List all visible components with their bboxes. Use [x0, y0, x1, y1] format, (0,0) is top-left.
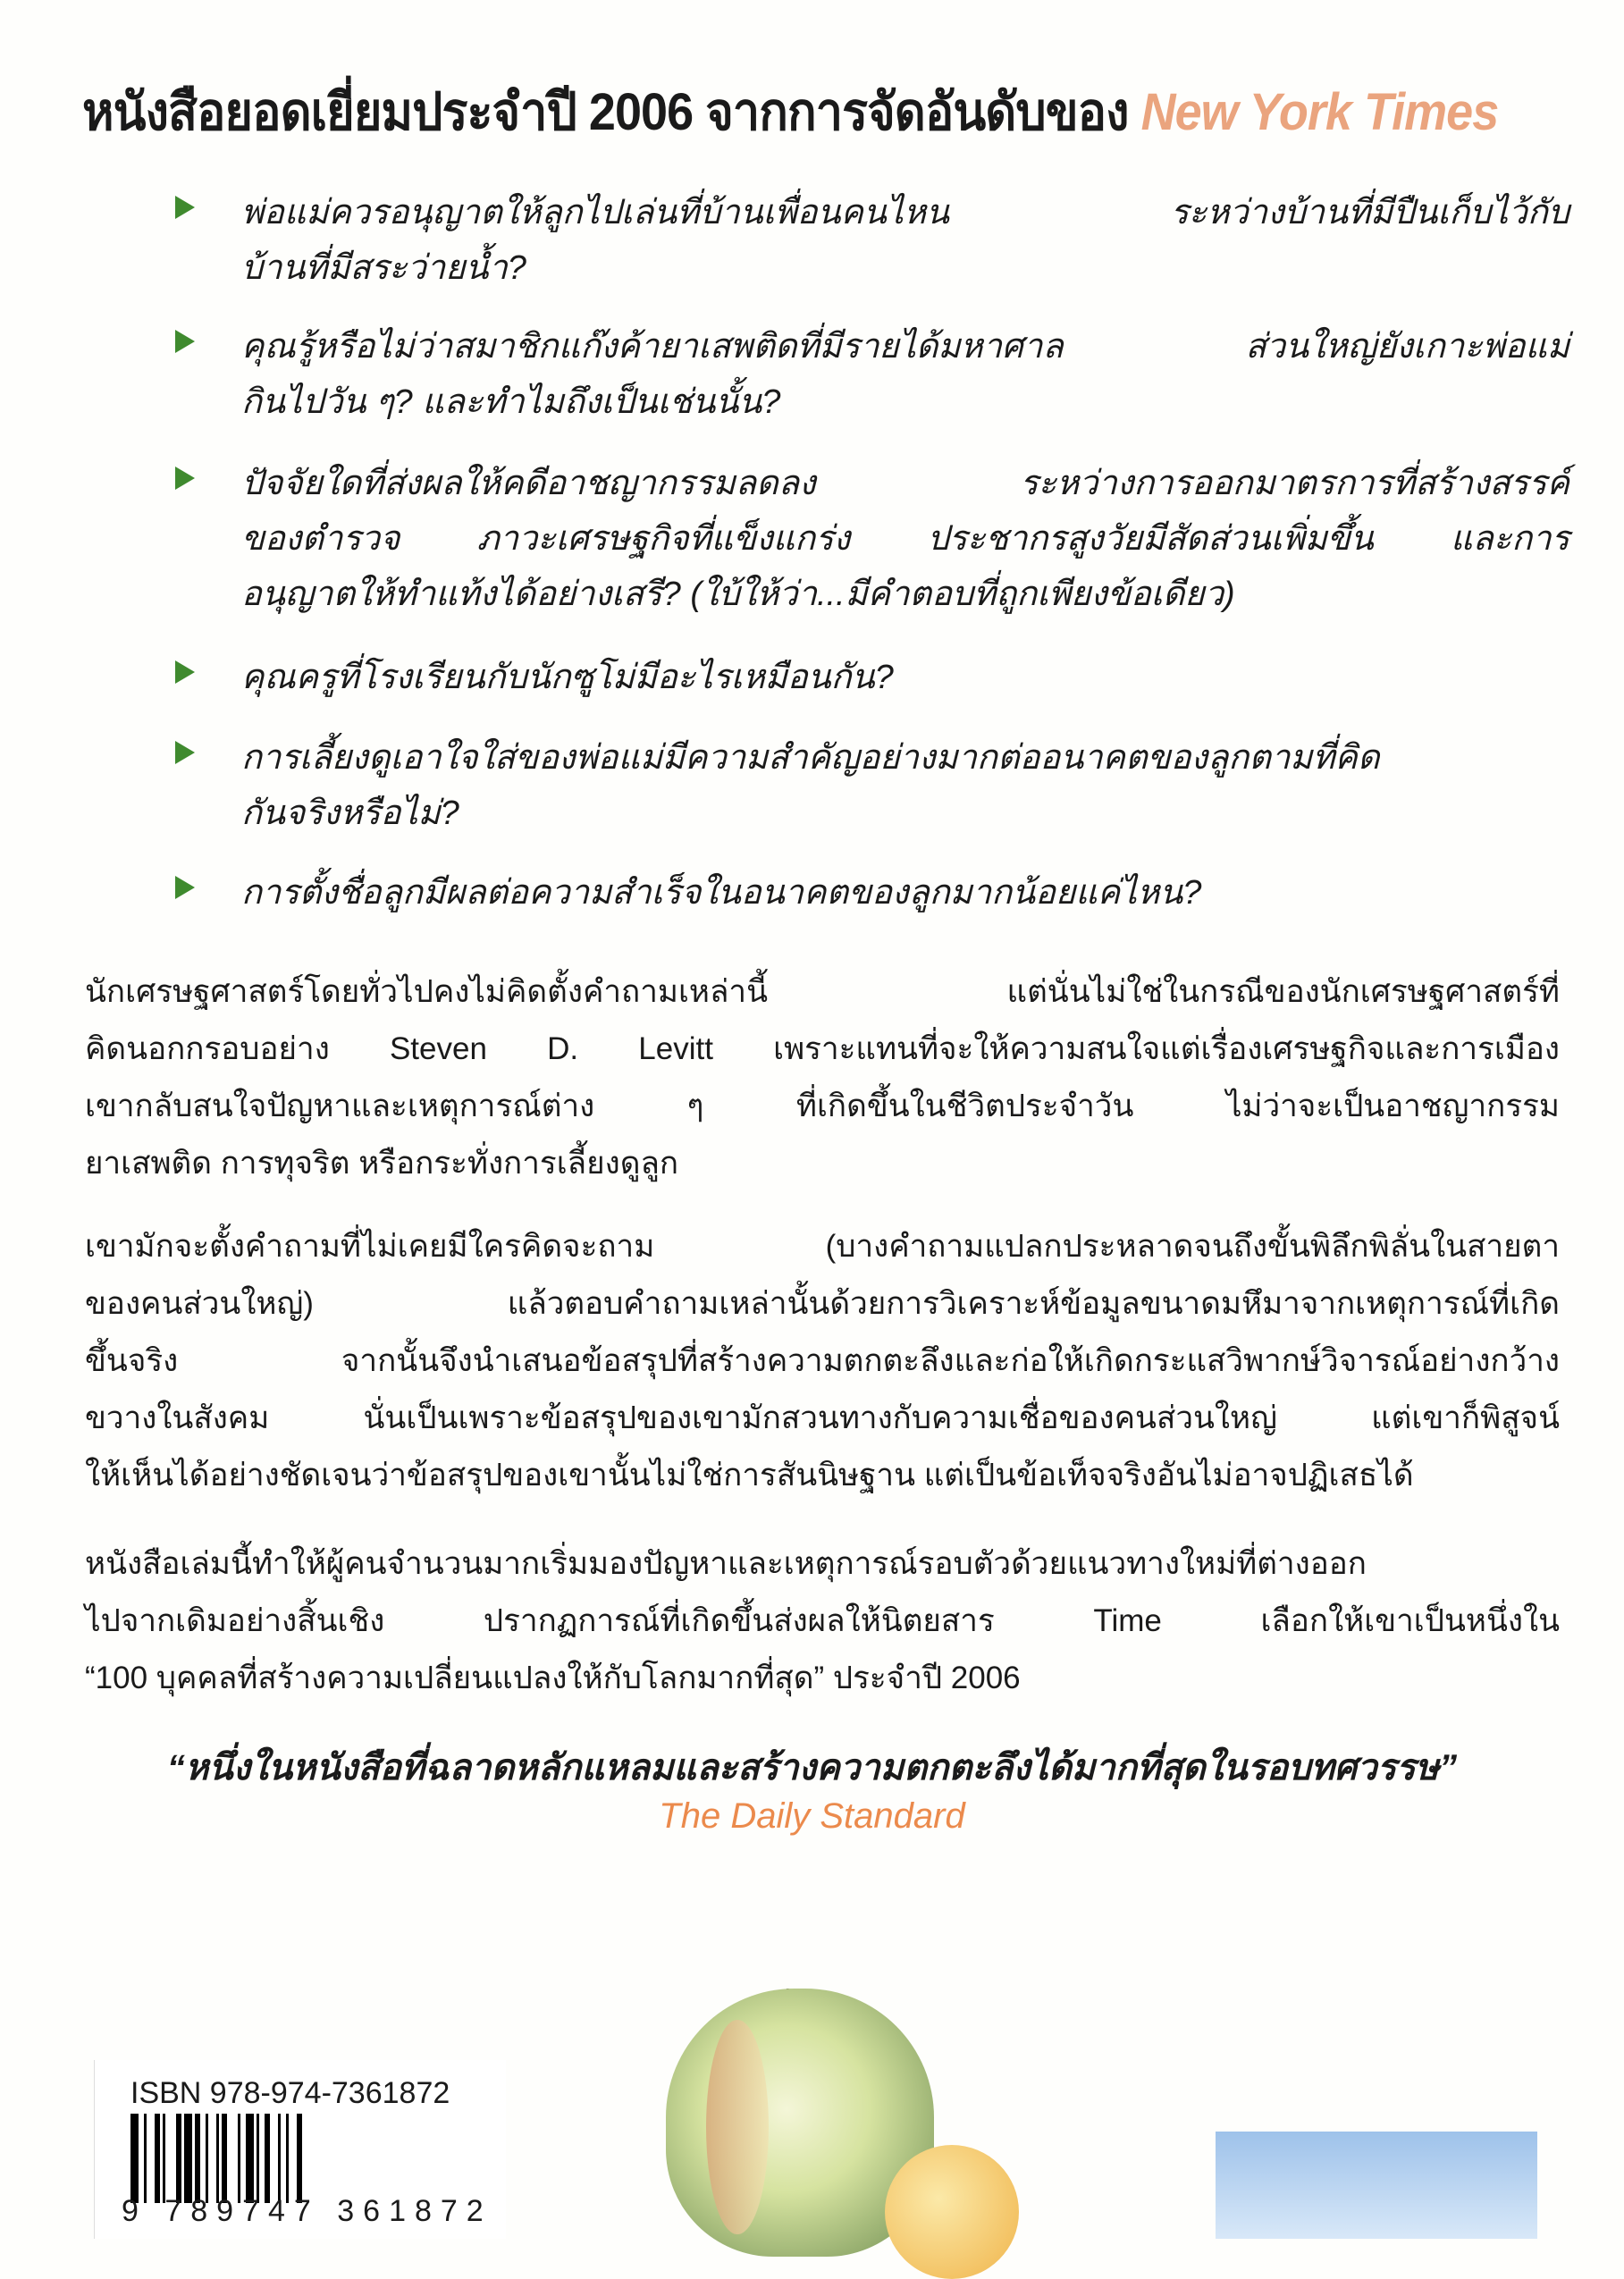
orange-illustration — [885, 2145, 1019, 2279]
isbn-text: ISBN 978-974-7361872 — [130, 2076, 450, 2110]
bullet-line: ของตำรวจ ภาวะเศรษฐกิจที่แข็งแกร่ง ประชากรสูงวัยมีสัดส่วนเพิ่มขึ้น และการ — [241, 520, 1569, 558]
barcode-stripe — [130, 2114, 139, 2203]
paragraph-line: เขากลับสนใจปัญหาและเหตุการณ์ต่าง ๆ ที่เกิดขึ้นในชีวิตประจำวัน ไม่ว่าจะเป็นอาชญากรรม — [85, 1089, 1560, 1123]
barcode-icon — [130, 2114, 488, 2203]
bullet-line: กันจริงหรือไม่? — [241, 795, 459, 832]
paragraph-method — [85, 1218, 1560, 1504]
bullet-item — [175, 865, 1569, 921]
paragraph-line: ยาเสพติด การทุจริต หรือกระทั่งการเลี้ยงดูลูก — [85, 1146, 679, 1181]
paragraph-line: เขามักจะตั้งคำถามที่ไม่เคยมีใครคิดจะถาม (บางคำถามแปลกประหลาดจนถึงขั้นพิลึกพิลั่นในสายตา — [85, 1229, 1560, 1264]
bullet-line: กินไปวัน ๆ? และทำไมถึงเป็นเช่นนั้น? — [241, 383, 781, 421]
paragraph-line: ของคนส่วนใหญ่) แล้วตอบคำถามเหล่านั้นด้วยการวิเคราะห์ข้อมูลขนาดมหึมาจากเหตุการณ์ที่เกิด — [85, 1286, 1560, 1321]
apple-cut-illustration — [706, 2020, 769, 2234]
triangle-bullet-icon — [175, 876, 195, 899]
triangle-bullet-icon — [175, 741, 195, 764]
bullet-line: คุณครูที่โรงเรียนกับนักซูโม่มีอะไรเหมือนกัน? — [241, 659, 894, 696]
bullet-line: พ่อแม่ควรอนุญาตให้ลูกไปเล่นที่บ้านเพื่อนคนไหน ระหว่างบ้านที่มีปืนเก็บไว้กับ — [241, 194, 1569, 231]
barcode-stripe — [289, 2114, 297, 2203]
barcode-stripe — [227, 2114, 238, 2203]
paragraph-line: หนังสือเล่มนี้ทำให้ผู้คนจำนวนมากเริ่มมองปัญหาและเหตุการณ์รอบตัวด้วยแนวทางใหม่ที่ต่างออก — [85, 1546, 1367, 1581]
bullet-line: คุณรู้หรือไม่ว่าสมาชิกแก๊งค้ายาเสพติดที่มีรายได้มหาศาล ส่วนใหญ่ยังเกาะพ่อแม่ — [241, 328, 1569, 366]
triangle-bullet-icon — [175, 660, 195, 684]
barcode-stripe — [208, 2114, 216, 2203]
triangle-bullet-icon — [175, 196, 195, 219]
barcode-stripe — [302, 2114, 305, 2203]
barcode-stripe — [165, 2114, 176, 2203]
paragraph-intro — [85, 963, 1560, 1192]
triangle-bullet-icon — [175, 330, 195, 353]
barcode-stripe — [147, 2114, 155, 2203]
barcode-stripe — [184, 2114, 192, 2203]
cover-headline — [82, 70, 1498, 153]
barcode-stripe — [246, 2114, 254, 2203]
bullet-line: การเลี้ยงดูเอาใจใส่ของพ่อแม่มีความสำคัญอย่างมากต่ออนาคตของลูกตามที่คิด — [241, 739, 1380, 777]
paragraph-line: ไปจากเดิมอย่างสิ้นเชิง ปรากฏการณ์ที่เกิดขึ้นส่งผลให้นิตยสาร Time เลือกให้เขาเป็นหนึ่งใน — [85, 1603, 1560, 1638]
paragraph-line: ขึ้นจริง จากนั้นจึงนำเสนอข้อสรุปที่สร้างความตกตะลึงและก่อให้เกิดกระแสวิพากษ์วิจารณ์อย่างกว้าง — [85, 1343, 1560, 1378]
headline-source: New York Times — [1140, 83, 1499, 141]
paragraph-line: “100 บุคคลที่สร้างความเปลี่ยนแปลงให้กับโลกมากที่สุด” ประจำปี 2006 — [85, 1661, 1021, 1695]
bullet-line: อนุญาตให้ทำแท้งได้อย่างเสรี? (ใบ้ให้ว่า...มีคำตอบที่ถูกเพียงข้อเดียว) — [241, 576, 1235, 613]
bullet-item — [175, 650, 1569, 705]
paragraph-impact — [85, 1535, 1560, 1707]
barcode-label — [94, 2060, 506, 2239]
blue-logo-block — [1216, 2132, 1537, 2239]
bullet-item — [175, 730, 1569, 841]
headline-text: หนังสือยอดเยี่ยมประจำปี 2006 จากการจัดอันดับของ — [82, 83, 1129, 141]
paragraph-line: ให้เห็นได้อย่างชัดเจนว่าข้อสรุปของเขานั้นไม่ใช่การสันนิษฐาน แต่เป็นข้อเท็จจริงอันไม่อาจปฏิเสธได้ — [85, 1458, 1414, 1493]
bullet-line: ปัจจัยใดที่ส่งผลให้คดีอาชญากรรมลดลง ระหว่างการออกมาตรการที่สร้างสรรค์ — [241, 465, 1569, 502]
bullet-item — [175, 319, 1569, 430]
paragraph-line: คิดนอกกรอบอย่าง Steven D. Levitt เพราะแทนที่จะให้ความสนใจแต่เรื่องเศรษฐกิจและการเมือง — [85, 1031, 1560, 1066]
bullet-item — [175, 185, 1569, 296]
bullet-item — [175, 456, 1569, 622]
paragraph-line: ขวางในสังคม นั่นเป็นเพราะข้อสรุปของเขามักสวนทางกับความเชื่อของคนส่วนใหญ่ แต่เขาก็พิสูจน์ — [85, 1400, 1560, 1435]
review-quote: “หนึ่งในหนังสือที่ฉลาดหลักแหลมและสร้างความตกตะลึงได้มากที่สุดในรอบทศวรรษ” — [166, 1748, 1458, 1787]
paragraph-line: นักเศรษฐศาสตร์โดยทั่วไปคงไม่คิดตั้งคำถามเหล่านี้ แต่นั่นไม่ใช่ในกรณีของนักเศรษฐศาสตร์ที่ — [85, 974, 1560, 1009]
barcode-digits: 9 789747 361872 — [122, 2194, 492, 2228]
bullet-line: การตั้งชื่อลูกมีผลต่อความสำเร็จในอนาคตของลูกมากน้อยแค่ไหน? — [241, 874, 1202, 912]
barcode-stripe — [270, 2114, 278, 2203]
bullet-line: บ้านที่มีสระว่ายน้ำ? — [241, 249, 526, 287]
review-source: The Daily Standard — [659, 1796, 965, 1836]
triangle-bullet-icon — [175, 467, 195, 490]
